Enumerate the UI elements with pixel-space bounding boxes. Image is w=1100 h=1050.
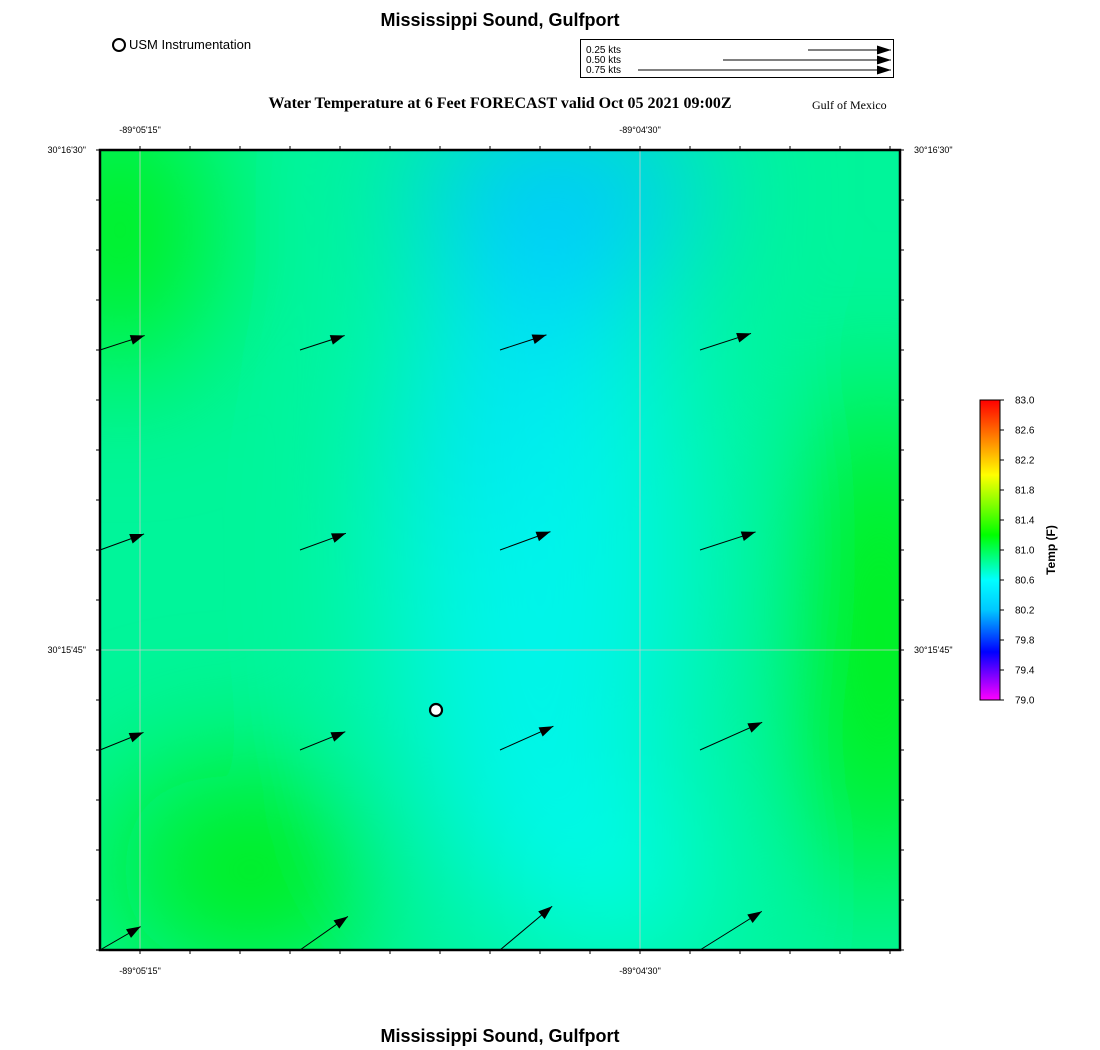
colorbar-tick-label-8: 79.8 <box>1015 635 1035 647</box>
speed-label-025: 0.25 kts <box>586 45 622 56</box>
lon-label-top-2: -89°04'30" <box>619 125 661 135</box>
lon-label-bottom-1: -89°05'15" <box>119 966 161 976</box>
colorbar-tick-label-4: 81.4 <box>1015 515 1035 527</box>
lon-label-bottom-2: -89°04'30" <box>619 966 661 976</box>
temperature-colorbar <box>980 396 1058 707</box>
colorbar-tick-label-7: 80.2 <box>1015 605 1035 617</box>
map-header-title: Mississippi Sound, Gulfport <box>380 10 620 30</box>
colorbar-tick-label-3: 81.8 <box>1015 485 1035 497</box>
map-footer-title: Mississippi Sound, Gulfport <box>380 1026 620 1046</box>
colorbar-scale <box>980 400 1000 700</box>
lat-label-left-2: 30°15'45" <box>47 645 86 655</box>
speed-label-050: 0.50 kts <box>586 55 622 66</box>
temperature-field <box>40 90 960 970</box>
colorbar-tick-label-10: 79.0 <box>1015 695 1035 707</box>
usm-legend-label: USM Instrumentation <box>129 37 252 52</box>
lat-label-left-1: 30°16'30" <box>47 145 86 155</box>
plot-title: Water Temperature at 6 Feet FORECAST valid Oct 05 2021 09:00Z <box>268 95 732 112</box>
colorbar-tick-label-6: 80.6 <box>1015 575 1035 587</box>
colorbar-tick-label-2: 82.2 <box>1015 455 1035 467</box>
colorbar-tick-label-5: 81.0 <box>1015 545 1035 557</box>
lat-label-right-2: 30°15'45" <box>914 645 953 655</box>
colorbar-ticks <box>1000 396 1035 707</box>
speed-label-075: 0.75 kts <box>586 65 622 76</box>
colorbar-tick-label-9: 79.4 <box>1015 665 1035 677</box>
usm-station-marker[interactable] <box>430 704 442 716</box>
lat-label-right-1: 30°16'30" <box>914 145 953 155</box>
region-label: Gulf of Mexico <box>812 98 887 112</box>
colorbar-tick-label-0: 83.0 <box>1015 395 1035 407</box>
colorbar-label: Temp (F) <box>1044 525 1058 575</box>
lon-label-top-1: -89°05'15" <box>119 125 161 135</box>
colorbar-tick-label-1: 82.6 <box>1015 425 1035 437</box>
